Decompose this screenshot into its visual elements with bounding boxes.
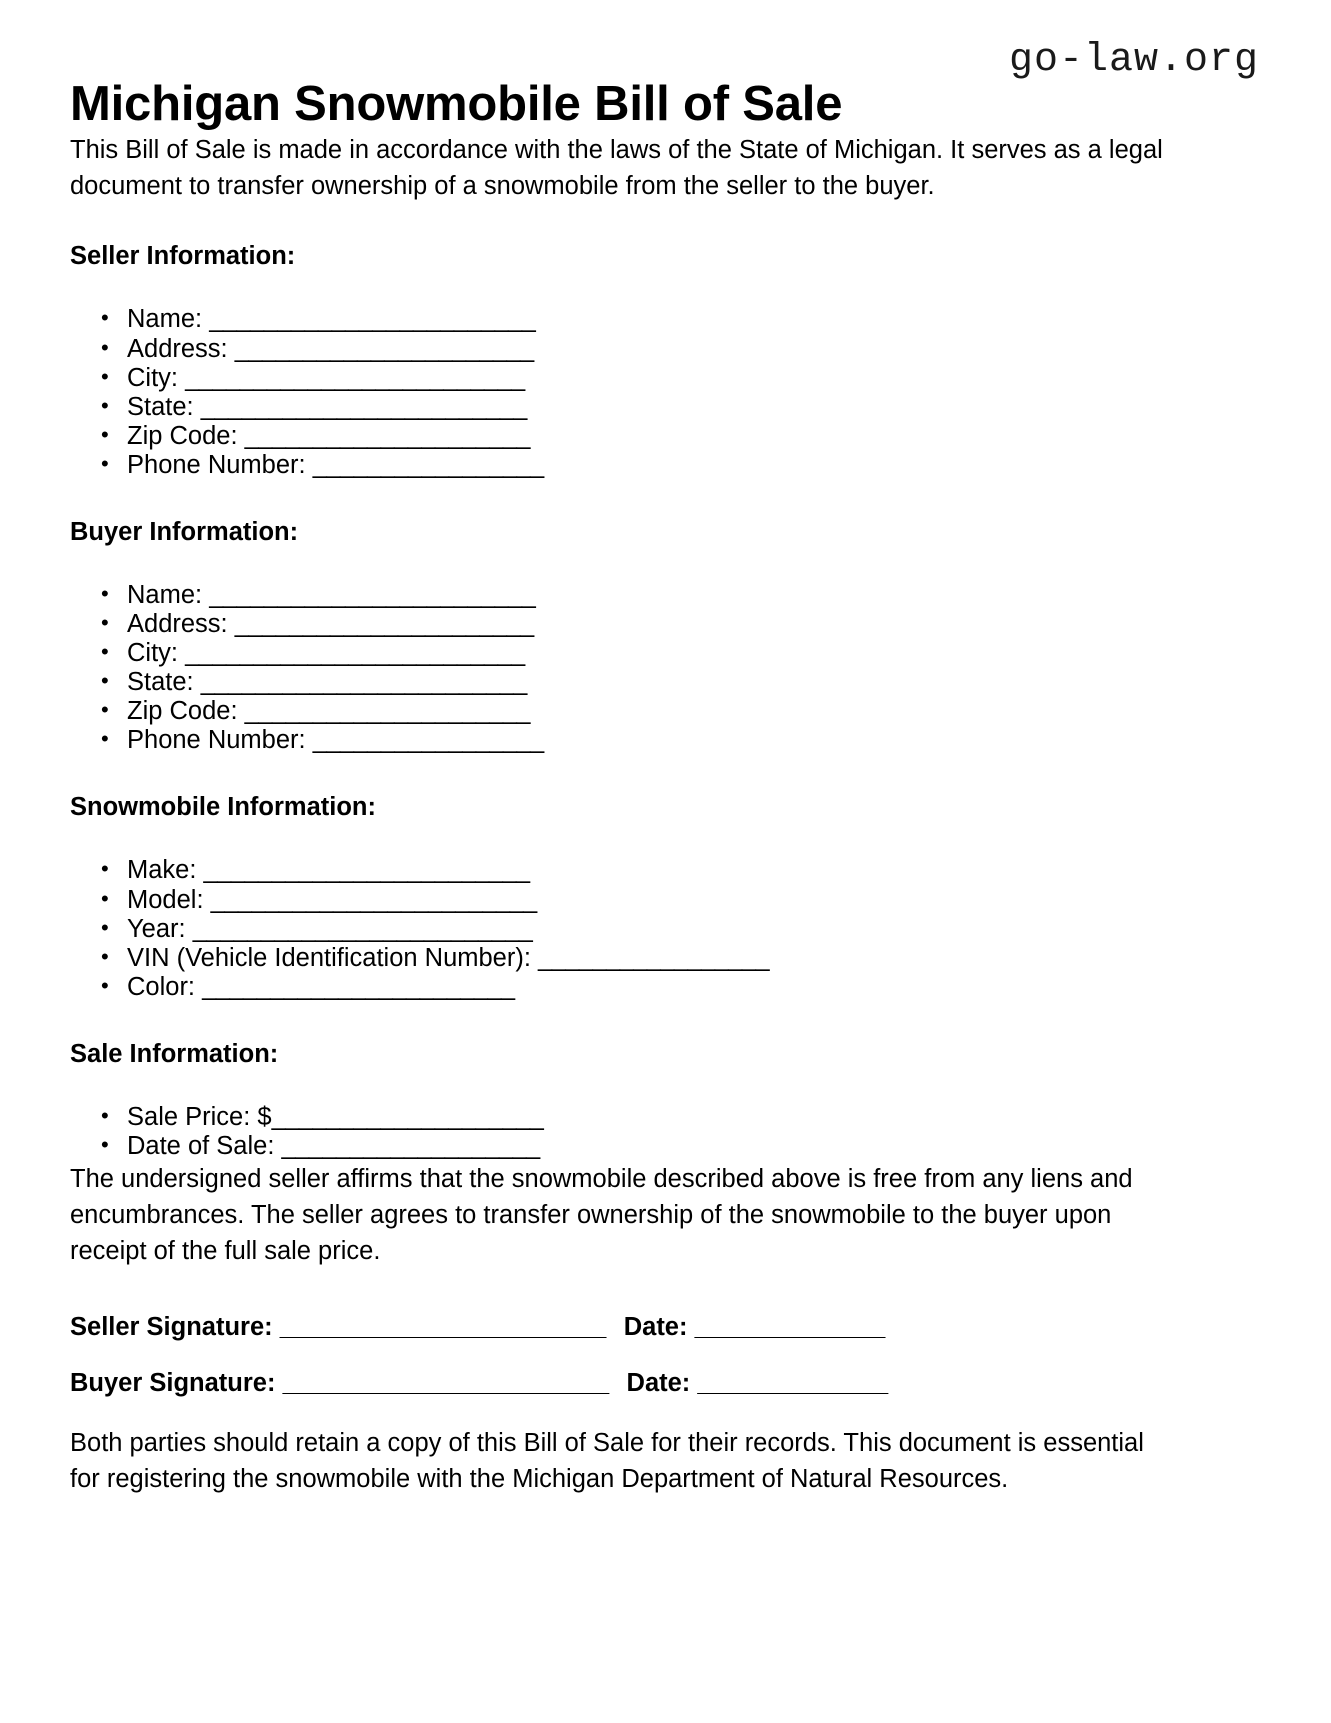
buyer-signature-row <box>70 1368 1261 1399</box>
list-item <box>127 610 1261 639</box>
list-item <box>127 973 1261 1002</box>
field-blank[interactable]: _____________________ <box>244 697 530 726</box>
field-blank[interactable]: _________________________ <box>185 639 525 668</box>
site-brand-logo: go-law.org <box>1008 38 1259 83</box>
section-heading-seller: Seller Information: <box>70 242 296 271</box>
field-label: Model: <box>127 885 204 914</box>
sale-field-list <box>70 1103 1261 1161</box>
field-blank[interactable]: ________________________ <box>200 668 527 697</box>
field-blank[interactable]: ________________________ <box>200 392 527 421</box>
seller-date-blank[interactable]: ______________ <box>694 1312 885 1341</box>
field-label: City: <box>127 363 178 392</box>
field-blank[interactable]: _________________ <box>312 450 544 479</box>
list-item <box>127 886 1261 915</box>
field-blank[interactable]: ________________________ <box>210 885 537 914</box>
field-label: Address: <box>127 334 228 363</box>
buyer-date-label: Date: <box>626 1369 691 1398</box>
field-blank[interactable]: ________________________ <box>209 580 536 609</box>
list-item <box>127 915 1261 944</box>
list-item <box>127 451 1261 480</box>
field-label: State: <box>127 392 194 421</box>
closing-paragraph: Both parties should retain a copy of this Bill of Sale for their records. This document is essential for registering the snowmobile with the Michigan Department of Natural Resources. <box>70 1428 1144 1494</box>
field-label: Name: <box>127 305 203 334</box>
list-item <box>127 697 1261 726</box>
field-blank[interactable]: _________________________ <box>192 914 533 943</box>
buyer-signature-blank[interactable]: ________________________ <box>282 1369 609 1398</box>
field-label: Make: <box>127 856 197 885</box>
list-item <box>127 581 1261 610</box>
field-label: Sale Price: $ <box>127 1102 272 1131</box>
field-label: Zip Code: <box>127 697 238 726</box>
field-label: Color: <box>127 972 196 1001</box>
list-item <box>127 1103 1261 1132</box>
field-blank[interactable]: ________________________ <box>203 856 530 885</box>
snowmobile-field-list <box>70 856 1261 1001</box>
list-item <box>127 393 1261 422</box>
list-item <box>127 668 1261 697</box>
list-item <box>127 335 1261 364</box>
field-label: Address: <box>127 610 228 639</box>
section-heading-sale: Sale Information: <box>70 1039 279 1068</box>
list-item <box>127 639 1261 668</box>
field-blank[interactable]: ________________________ <box>209 305 536 334</box>
field-blank[interactable]: _________________ <box>312 726 544 755</box>
field-label: State: <box>127 668 194 697</box>
seller-signature-label: Seller Signature: <box>70 1312 273 1341</box>
field-label: Phone Number: <box>127 450 306 479</box>
field-blank[interactable]: ______________________ <box>234 610 534 639</box>
section-heading-snowmobile: Snowmobile Information: <box>70 793 376 822</box>
field-blank[interactable]: _________________ <box>538 943 769 972</box>
field-blank[interactable]: _______________________ <box>202 972 515 1001</box>
field-label: City: <box>127 639 178 668</box>
field-blank[interactable]: ___________________ <box>281 1131 540 1160</box>
affirmation-paragraph: The undersigned seller affirms that the snowmobile described above is free from any liens and encumbrances. The seller agrees to transfer ownership of the snowmobile to the buyer upon receipt of the full sale price. <box>70 1165 1133 1266</box>
signature-block <box>70 1312 1261 1399</box>
seller-date-label: Date: <box>623 1312 688 1341</box>
buyer-date-blank[interactable]: ______________ <box>697 1369 888 1398</box>
field-label: Name: <box>127 580 203 609</box>
list-item <box>127 856 1261 885</box>
buyer-field-list <box>70 581 1261 755</box>
list-item <box>127 726 1261 755</box>
list-item <box>127 944 1261 973</box>
seller-field-list <box>70 305 1261 479</box>
seller-signature-row <box>70 1312 1261 1343</box>
field-label: VIN (Vehicle Identification Number): <box>127 943 531 972</box>
page-title: Michigan Snowmobile Bill of Sale <box>70 77 843 131</box>
list-item <box>127 422 1261 451</box>
buyer-signature-label: Buyer Signature: <box>70 1369 276 1398</box>
field-label: Zip Code: <box>127 421 238 450</box>
intro-paragraph: This Bill of Sale is made in accordance with the laws of the State of Michigan. It serves as a legal document to transfer ownership of a snowmobile from the seller to the buyer. <box>70 135 1163 201</box>
section-heading-buyer: Buyer Information: <box>70 517 299 546</box>
field-label: Phone Number: <box>127 726 306 755</box>
field-blank[interactable]: _________________________ <box>185 363 525 392</box>
field-blank[interactable]: ____________________ <box>271 1102 544 1131</box>
list-item <box>127 1132 1261 1161</box>
field-label: Year: <box>127 914 186 943</box>
list-item <box>127 305 1261 334</box>
field-blank[interactable]: ______________________ <box>234 334 534 363</box>
field-blank[interactable]: _____________________ <box>244 421 530 450</box>
seller-signature-blank[interactable]: ________________________ <box>279 1312 606 1341</box>
list-item <box>127 364 1261 393</box>
field-label: Date of Sale: <box>127 1131 275 1160</box>
